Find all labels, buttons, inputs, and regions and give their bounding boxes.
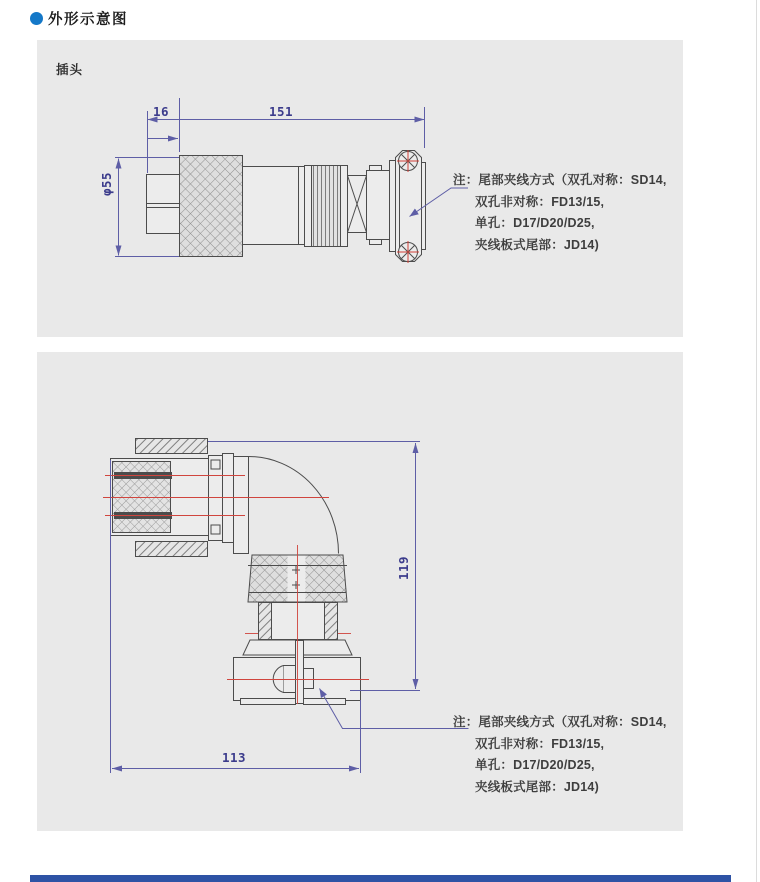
section-header: [30, 8, 128, 29]
bottom-divider-bar: [30, 875, 731, 882]
dim-total-length: 151: [268, 104, 294, 119]
tail-clamp-note: [453, 712, 688, 798]
section-bullet-icon: [30, 12, 43, 25]
note-line: 夹线板式尾部：JD14): [475, 237, 599, 252]
note-line: 注：尾部夹线方式（双孔对称：SD14,: [453, 173, 667, 187]
dim-height: 119: [396, 555, 411, 581]
dim-width: 113: [221, 750, 247, 765]
tail-clamp-note: [453, 170, 688, 256]
note-line: 注：尾部夹线方式（双孔对称：SD14,: [453, 715, 667, 729]
dim-front-length: 16: [152, 104, 170, 119]
note-line: 双孔非对称：FD13/15,: [475, 736, 605, 751]
note-line: 双孔非对称：FD13/15,: [475, 194, 605, 209]
note-line: 单孔：D17/D20/D25,: [475, 216, 595, 230]
page-right-border: [756, 0, 757, 882]
plug-label: 插头: [56, 63, 84, 77]
note-line: 单孔：D17/D20/D25,: [475, 758, 595, 772]
straight-plug-panel: [37, 40, 683, 337]
right-angle-plug-panel: [37, 352, 683, 831]
knurled-ring: [180, 156, 243, 257]
section-title: 外形示意图: [48, 12, 128, 28]
plug-body: [147, 150, 426, 263]
dim-diameter: φ55: [99, 171, 114, 197]
note-line: 夹线板式尾部：JD14): [475, 779, 599, 794]
elbow-body: [111, 439, 361, 705]
ribbed-coupling: [312, 166, 341, 247]
